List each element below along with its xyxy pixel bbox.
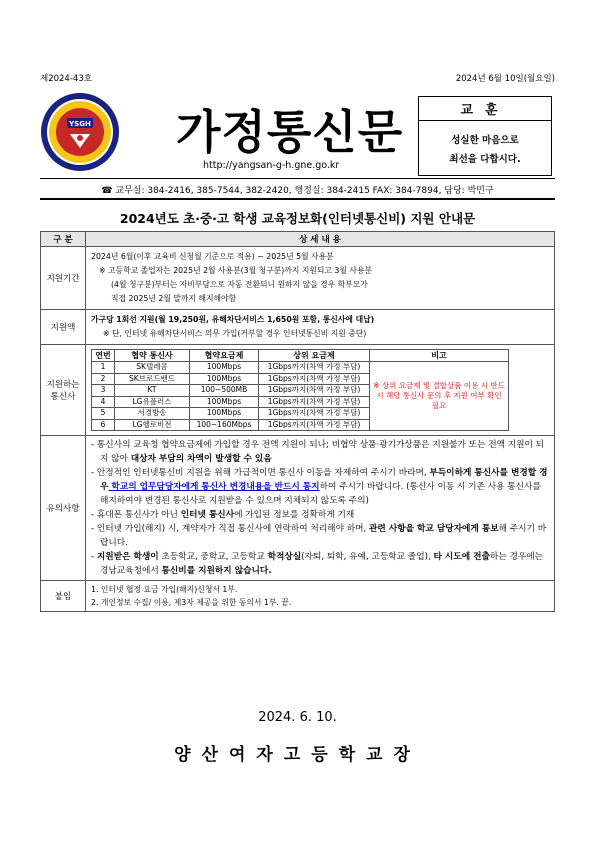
table-cell: 100Mbps <box>190 362 259 374</box>
table-cell: 4 <box>92 396 115 408</box>
caution-item <box>91 466 549 508</box>
svg-text:YSGH: YSGH <box>69 120 91 128</box>
table-cell: 1Gbps까지(차액 가정 부담) <box>259 385 370 397</box>
header-divider <box>40 178 555 179</box>
row-label: 유의사항 <box>41 436 86 581</box>
column-header-details: 상 세 내 용 <box>86 232 555 247</box>
motto-divider <box>419 120 551 121</box>
detail-table <box>40 231 555 612</box>
row-cautions <box>41 436 555 581</box>
table-cell: 100~160Mbps <box>190 419 259 431</box>
period-note: 직접 2025년 2월 말까지 해지해야함 <box>111 294 237 303</box>
column-header-category: 구 분 <box>41 232 86 247</box>
caution-highlight: 학교의 업무담당자에게 통신사 변경내용을 반드시 통지 <box>108 482 320 492</box>
caution-text: - 인터넷 가입(해지) 시, 계약자가 직접 통신사에 연락하여 처리해야 하며, <box>91 524 370 534</box>
table-cell: 1 <box>92 362 115 374</box>
table-cell: 3 <box>92 385 115 397</box>
motto-line: 최선을 다합시다. <box>449 154 521 165</box>
carrier-table <box>91 349 509 431</box>
closing-date: 2024. 6. 10. <box>258 710 337 725</box>
row-attachments <box>41 581 555 612</box>
table-cell: 100Mbps <box>190 408 259 420</box>
table-cell: SK브로드밴드 <box>115 373 190 385</box>
attachment-item: 1. 인터넷 협정 요금 가입(해지)신청서 1부. <box>91 585 238 594</box>
caution-emphasis: 대상자 부담의 차액이 발생할 수 있음 <box>130 454 272 464</box>
caution-emphasis: 부득이하게 통신사를 변경할 경우 <box>100 468 548 492</box>
period-note: ※ 고등학교 졸업자는 2025년 2월 사용분(3월 청구분)까지 지원되고 3월 사용분 <box>99 266 373 275</box>
table-cell: KT <box>115 385 190 397</box>
document-number: 제2024-43호 <box>40 74 92 84</box>
caution-emphasis: 지원받은 학생이 <box>96 552 159 562</box>
period-text: 2024년 6월(이후 교육비 신청월 기준으로 적용) ~ 2025년 5월 사용분 <box>91 252 334 261</box>
caution-emphasis: 인터넷 통신사 <box>180 510 235 520</box>
caution-text: 하는 경우에는 경남교육청에서 <box>100 552 544 576</box>
table-cell: 1Gbps까지(차액 가정 부담) <box>259 408 370 420</box>
row-support-amount <box>41 310 555 345</box>
row-label-line: 통신사 <box>50 392 76 402</box>
table-cell: 2 <box>92 373 115 385</box>
carrier-note: ※ 상위 요금제 및 결합상품 이용 시 반드시 해당 통신사 문의 후 지원 여부 확인 필요 <box>370 362 509 431</box>
caution-text: 초등학교, 중학교, 고등학교 <box>158 552 268 562</box>
table-cell: LG헬로비전 <box>115 419 190 431</box>
row-label: 지원기간 <box>41 247 86 310</box>
row-label-line: 지원하는 <box>46 380 80 390</box>
table-cell: 100Mbps <box>190 373 259 385</box>
caution-item <box>91 522 549 550</box>
row-label: 붙임 <box>41 581 86 612</box>
caution-item <box>91 508 549 522</box>
table-cell: 1Gbps까지(차액 가정 부담) <box>259 419 370 431</box>
row-supported-carriers <box>41 345 555 436</box>
carrier-col-header: 상위 요금제 <box>259 350 370 362</box>
motto-title: 교훈 <box>460 103 510 118</box>
school-motto-box <box>418 96 552 176</box>
table-cell: 1Gbps까지(차액 가정 부담) <box>259 373 370 385</box>
caution-emphasis: 통신비를 지원하지 않습니다. <box>161 566 272 576</box>
caution-emphasis: 관련 사항을 학교 담당자에게 통보 <box>369 524 499 534</box>
table-cell: 1Gbps까지(차액 가정 부담) <box>259 396 370 408</box>
contact-info: ☎ 교무실: 384-2416, 385-7544, 382-2420, 행정실: 384-2415 FAX: 384-7894, 담당: 박민구 <box>101 186 494 196</box>
caution-emphasis: 타 시도에 전출 <box>433 552 490 562</box>
table-header-row <box>41 232 555 247</box>
notice-heading: 2024년도 초·중·고 학생 교육정보화(인터넷통신비) 지원 안내문 <box>119 211 476 226</box>
school-website-link[interactable]: http://yangsan-g-h.gne.go.kr <box>203 160 340 171</box>
table-cell: 100Mbps <box>190 396 259 408</box>
amount-note: ※ 단, 인터넷 유해차단서비스 의무 가입(거부할 경우 인터넷통신비 지원 중단) <box>103 329 367 338</box>
caution-item <box>91 438 549 466</box>
table-row <box>92 362 509 374</box>
table-cell: 100~500MB <box>190 385 259 397</box>
caution-text: (자퇴, 퇴학, 유예, 고등학교 졸업), <box>301 552 434 562</box>
row-label: 지원액 <box>41 310 86 345</box>
table-cell: 1Gbps까지(차액 가정 부담) <box>259 362 370 374</box>
table-cell: LG유플러스 <box>115 396 190 408</box>
carrier-col-header: 협약 통신사 <box>115 350 190 362</box>
caution-item <box>91 550 549 578</box>
carrier-col-header: 연번 <box>92 350 115 362</box>
row-support-period <box>41 247 555 310</box>
carrier-table-header <box>92 350 509 362</box>
table-cell: 5 <box>92 408 115 420</box>
attachment-item: 2. 개인정보 수집/ 이용, 제3자 제공을 위한 동의서 1부. 끝. <box>91 598 292 607</box>
row-label <box>41 345 86 436</box>
table-cell: SK텔레콤 <box>115 362 190 374</box>
caution-text: 하여 주시기 바랍니다. (통신사 이동 시 기존 사용 통신사를 해지하여야 변경된 통신사로 지원받을 수 있으며 지체되지 않도록 주의) <box>100 482 541 506</box>
caution-text: 에 가입된 정보를 정확하게 기재 <box>234 510 355 520</box>
carrier-col-header: 협약요금제 <box>190 350 259 362</box>
caution-text: - 휴대폰 통신사가 아닌 <box>91 510 181 520</box>
caution-emphasis: 학적상실 <box>267 552 302 562</box>
caution-text: - 통신사의 교육청 협약요금제에 가입할 경우 전액 지원이 되나; 비협약 상품·광기가상품은 지원불가 또는 전액 지원이 되지 않아 <box>91 440 545 464</box>
table-cell: 서경방송 <box>115 408 190 420</box>
carrier-col-header: 비고 <box>370 350 509 362</box>
school-logo <box>40 92 120 172</box>
motto-line: 성실한 마음으로 <box>451 135 519 146</box>
issue-date: 2024년 6월 10일(월요일) <box>455 74 555 84</box>
period-note: (4월 청구분)부터는 자비부담으로 자동 전환되니 원하지 않을 경우 학부모가 <box>111 280 368 289</box>
caution-text: 해 주시기 바랍니다. <box>100 524 547 548</box>
document-title: 가정통신문 <box>176 105 404 159</box>
caution-text: - <box>91 552 97 562</box>
signer-name: 양산여자고등학교장 <box>174 745 421 765</box>
amount-text: 가구당 1회선 지원(월 19,250원, 유해차단서비스 1,650원 포함, 통신사에 대납) <box>91 315 375 324</box>
table-cell: 6 <box>92 419 115 431</box>
header-divider-thick <box>40 198 555 200</box>
caution-text: - 안정적인 인터넷통신비 지원을 위해 가급적이면 통신사 이동을 자제하여 주시기 바라며, <box>91 468 430 478</box>
